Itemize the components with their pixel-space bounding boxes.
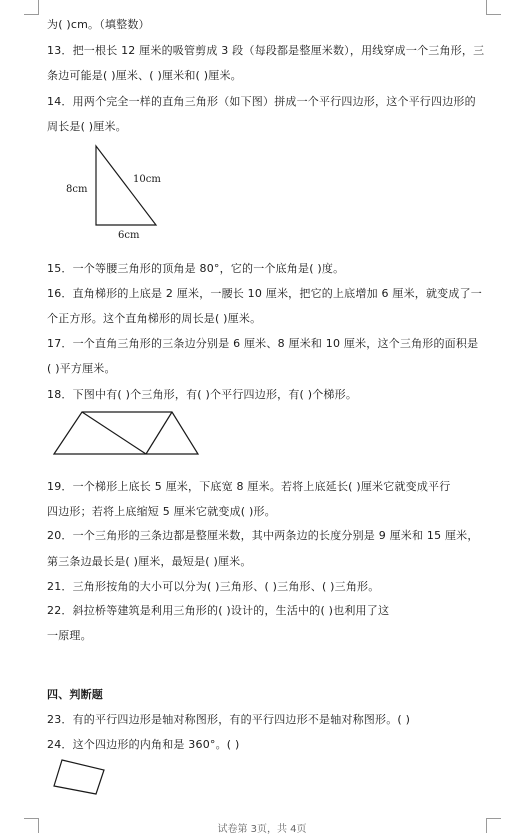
q14-line-2: 周长是( )厘米。 <box>47 120 127 133</box>
q22-line-1: 22．斜拉桥等建筑是利用三角形的( )设计的，生活中的( )也利用了这 <box>47 604 390 617</box>
q13-line-1: 13．把一根长 12 厘米的吸管剪成 3 段（每段都是整厘米数），用线穿成一个三角形，三 <box>47 44 485 57</box>
quadrilateral-figure <box>48 756 110 798</box>
triangle-label-6cm: 6cm <box>118 230 140 241</box>
trapezoid-figure <box>48 408 208 460</box>
q16-line-2: 个正方形。这个直角梯形的周长是( )厘米。 <box>47 312 262 325</box>
q18-line: 18．下图中有( )个三角形，有( )个平行四边形，有( )个梯形。 <box>47 388 358 401</box>
q21-line: 21．三角形按角的大小可以分为( )三角形、( )三角形、( )三角形。 <box>47 580 380 593</box>
q19-line-1: 19．一个梯形上底长 5 厘米，下底宽 8 厘米。若将上底延长( )厘米它就变成平行 <box>47 480 451 493</box>
triangle-label-8cm: 8cm <box>66 184 88 195</box>
page-footer: 试卷第 3页，共 4页 <box>217 824 307 835</box>
q16-line-1: 16．直角梯形的上底是 2 厘米，一腰长 10 厘米，把它的上底增加 6 厘米，就变成了一 <box>47 287 482 300</box>
q17-line-2: ( )平方厘米。 <box>47 362 116 375</box>
quadrilateral-shape <box>54 760 104 794</box>
q17-line-1: 17．一个直角三角形的三条边分别是 6 厘米、8 厘米和 10 厘米，这个三角形的面积是 <box>47 337 479 350</box>
trapezoid-diagonal <box>82 412 146 454</box>
triangle-label-10cm: 10cm <box>133 174 161 185</box>
q13-line-2: 条边可能是( )厘米、( )厘米和( )厘米。 <box>47 69 242 82</box>
q15-line: 15．一个等腰三角形的顶角是 80°，它的一个底角是( )度。 <box>47 262 345 275</box>
q24-line: 24．这个四边形的内角和是 360°。( ) <box>47 738 240 751</box>
trapezoid-outline <box>54 412 198 454</box>
trapezoid-parallel-line <box>146 412 172 454</box>
crop-mark-top-right <box>486 0 501 15</box>
right-triangle-figure <box>60 138 180 243</box>
q20-line-2: 第三条边最长是( )厘米，最短是( )厘米。 <box>47 555 252 568</box>
crop-mark-top-left <box>24 0 39 15</box>
q23-line: 23．有的平行四边形是轴对称图形，有的平行四边形不是轴对称图形。( ) <box>47 713 411 726</box>
q19-line-2: 四边形；若将上底缩短 5 厘米它就变成( )形。 <box>47 505 276 518</box>
right-triangle-shape <box>96 146 156 225</box>
q22-line-2: 一原理。 <box>47 629 92 642</box>
section-4-heading: 四、判断题 <box>47 688 103 701</box>
q20-line-1: 20．一个三角形的三条边都是整厘米数，其中两条边的长度分别是 9 厘米和 15 厘米， <box>47 529 479 542</box>
q14-line-1: 14．用两个完全一样的直角三角形（如下图）拼成一个平行四边形，这个平行四边形的 <box>47 95 476 108</box>
q12-tail-line: 为( )cm。（填整数） <box>47 18 150 31</box>
